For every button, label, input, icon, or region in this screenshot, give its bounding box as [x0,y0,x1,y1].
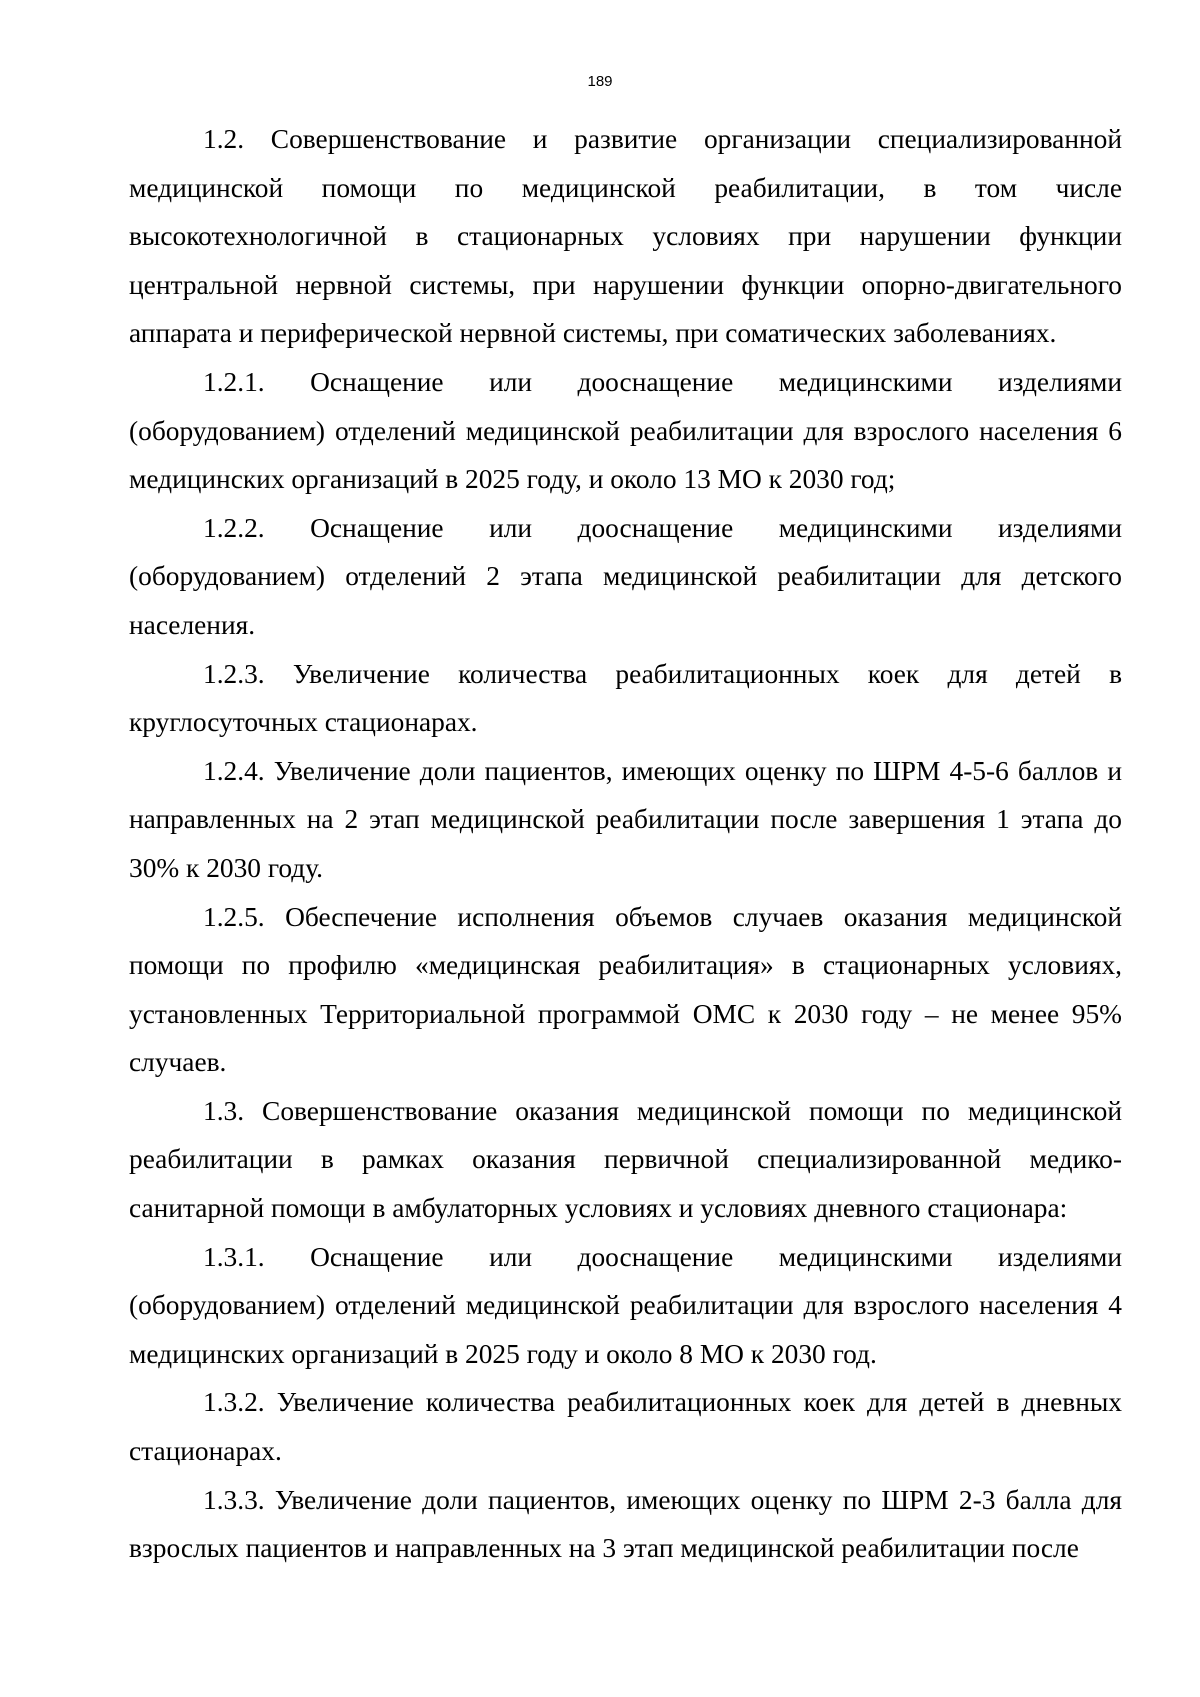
paragraph-1-2: 1.2. Совершенствование и развитие организации специализированной медицинской помощи по медицинской реабилитации, в том числе высокотехнологичной в стационарных условиях при нарушении функции центральной нервной системы, при нарушении функции опорно-двигательного аппарата и периферической нервной системы, при соматических заболеваниях. [129,124,1122,349]
page-number: 189 [587,73,613,90]
paragraph-1-3-2: 1.3.2. Увеличение количества реабилитационных коек для детей в дневных стационарах. [129,1387,1122,1467]
paragraph-1-2-4: 1.2.4. Увеличение доли пациентов, имеющих оценку по ШРМ 4-5-6 баллов и направленных на 2 этап медицинской реабилитации после завершения 1 этапа до 30% к 2030 году. [129,755,1122,883]
paragraph-1-2-3: 1.2.3. Увеличение количества реабилитационных коек для детей в круглосуточных стационарах. [129,658,1122,738]
paragraph-1-3-1: 1.3.1. Оснащение или дооснащение медицинскими изделиями (оборудованием) отделений медицинской реабилитации для взрослого населения 4 медицинских организаций в 2025 году и около 8 МО к 2030 год. [129,1241,1122,1369]
paragraph-1-3-3: 1.3.3. Увеличение доли пациентов, имеющих оценку по ШРМ 2-3 балла для взрослых пациентов и направленных на 3 этап медицинской реабилитации после [129,1484,1122,1564]
paragraph-1-2-2: 1.2.2. Оснащение или дооснащение медицинскими изделиями (оборудованием) отделений 2 этапа медицинской реабилитации для детского населения. [129,512,1122,640]
document-body [129,115,1122,1573]
paragraph-1-3: 1.3. Совершенствование оказания медицинской помощи по медицинской реабилитации в рамках оказания первичной специализированной медико-санитарной помощи в амбулаторных условиях и условиях дневного стационара: [129,1095,1122,1224]
paragraph-1-2-1: 1.2.1. Оснащение или дооснащение медицинскими изделиями (оборудованием) отделений медицинской реабилитации для взрослого населения 6 медицинских организаций в 2025 году, и около 13 МО к 2030 год; [129,366,1122,495]
paragraph-1-2-5: 1.2.5. Обеспечение исполнения объемов случаев оказания медицинской помощи по профилю «медицинская реабилитация» в стационарных условиях, установленных Территориальной программой ОМС к 2030 году – не менее 95% случаев. [129,901,1122,1078]
